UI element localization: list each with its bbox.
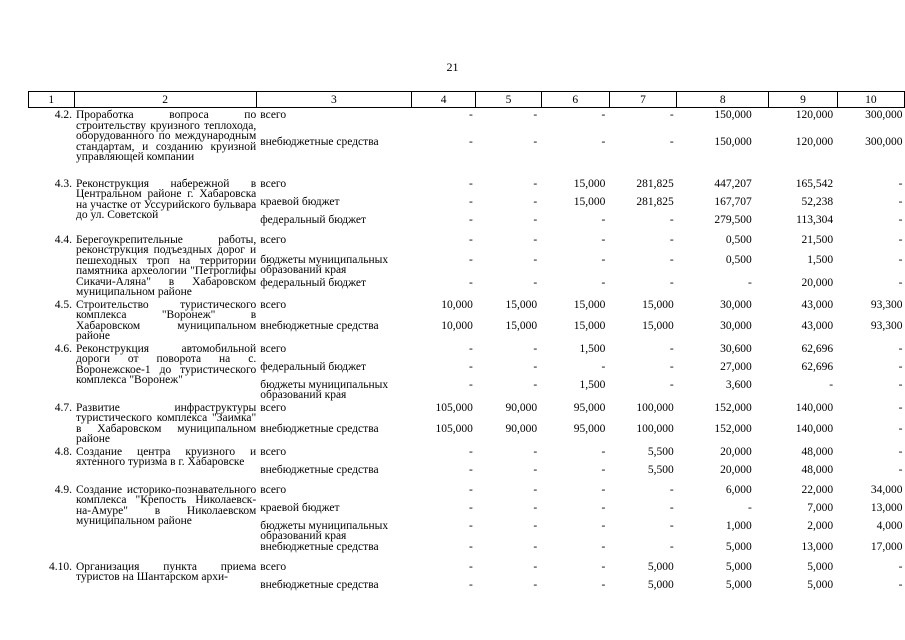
year-value: - [533, 195, 538, 208]
funding-source: всего [260, 298, 287, 311]
year-value: - [601, 463, 606, 476]
year-value: 13,000 [801, 540, 834, 553]
year-value: - [469, 195, 473, 208]
year-value: - [669, 135, 674, 148]
table-row [29, 298, 905, 321]
year-value: - [533, 342, 538, 355]
column-header: 1 [29, 92, 75, 108]
year-value: 1,500 [807, 253, 834, 266]
year-value: - [669, 501, 674, 514]
table-row [29, 401, 905, 424]
year-value: 48,000 [801, 445, 834, 458]
year-value: - [829, 378, 834, 391]
year-value: 10,000 [441, 319, 473, 332]
activity-description: Проработка вопроса по строительству круизного теплохода, оборудованного по международным стандартам, и созданию круизной управляющей компании [76, 109, 257, 163]
column-header: 2 [74, 92, 256, 108]
year-value: - [469, 135, 473, 148]
year-value: 95,000 [573, 401, 606, 414]
funding-source: федеральный бюджет [260, 360, 367, 373]
year-value: - [669, 213, 674, 226]
year-value: - [669, 519, 674, 532]
year-value: - [669, 276, 674, 289]
column-header: 5 [476, 92, 541, 108]
row-spacer [29, 163, 905, 177]
year-value: 20,000 [801, 276, 834, 289]
year-value: 5,000 [807, 578, 834, 591]
year-value: 5,000 [647, 578, 674, 591]
row-number: 4.10. [49, 560, 72, 573]
row-number: 4.8. [54, 445, 72, 458]
activity-description: Берегоукрепительные работы, реконструкция подъездных дорог и пешеходных троп на территории памятника археологии "Петроглифы Сикачи-Аляна" в Хабаровском муниципальном районе [76, 233, 257, 298]
year-value: 15,000 [573, 298, 606, 311]
activity-description: Реконструкция набережной в Центральном районе г. Хабаровска на участке от Уссурийского бульвара до ул. Советской [76, 177, 257, 221]
year-value: 152,000 [714, 422, 752, 435]
row-number: 4.2. [54, 109, 72, 121]
year-value: 1,500 [579, 342, 606, 355]
year-value: - [533, 560, 538, 573]
table-header [29, 92, 905, 108]
year-value: - [533, 483, 538, 496]
year-value: 150,000 [714, 109, 752, 121]
funding-source: краевой бюджет [260, 501, 340, 514]
year-value: 0,500 [725, 233, 752, 246]
year-value: - [469, 445, 473, 458]
funding-source: всего [260, 445, 287, 458]
year-value: 95,000 [573, 422, 606, 435]
year-value: - [533, 445, 538, 458]
year-value: - [898, 233, 903, 246]
funding-source: внебюджетные средства [260, 319, 379, 332]
table-row [29, 108, 905, 137]
row-number: 4.3. [54, 177, 72, 190]
year-value: 52,238 [801, 195, 834, 208]
program-table [28, 91, 905, 598]
year-value: - [669, 253, 674, 266]
year-value: - [898, 578, 903, 591]
page-number: 21 [446, 60, 459, 74]
year-value: - [533, 360, 538, 373]
year-value: - [601, 233, 606, 246]
funding-source: внебюджетные средства [260, 463, 379, 476]
year-value: - [601, 519, 606, 532]
year-value: 10,000 [441, 298, 473, 311]
table-row [29, 177, 905, 197]
year-value: - [747, 276, 752, 289]
year-value: 22,000 [801, 483, 834, 496]
year-value: - [669, 342, 674, 355]
year-value: - [533, 253, 538, 266]
year-value: 20,000 [720, 463, 752, 476]
year-value: - [469, 560, 473, 573]
activity-description: Организация пункта приема туристов на Шантарском архи- [76, 560, 257, 583]
year-value: - [669, 540, 674, 553]
row-number: 4.6. [54, 342, 72, 355]
year-value: 13,000 [870, 501, 903, 514]
year-value: - [469, 378, 473, 391]
funding-source: всего [260, 109, 287, 121]
year-value: 93,300 [870, 319, 903, 332]
year-value: 140,000 [795, 401, 834, 414]
activity-description: Создание центра круизного и яхтенного туризма в г. Хабаровске [76, 445, 257, 468]
year-value: - [898, 342, 903, 355]
year-value: 6,000 [725, 483, 752, 496]
year-value: 15,000 [573, 177, 606, 190]
column-header: 4 [411, 92, 475, 108]
year-value: 17,000 [870, 540, 903, 553]
year-value: 100,000 [636, 401, 674, 414]
year-value: 300,000 [865, 109, 903, 121]
year-value: - [469, 109, 473, 121]
year-value: - [601, 253, 606, 266]
year-value: 165,542 [795, 177, 834, 190]
year-value: 30,000 [720, 298, 752, 311]
year-value: 20,000 [720, 445, 752, 458]
year-value: - [898, 195, 903, 208]
funding-source: краевой бюджет [260, 195, 340, 208]
year-value: - [469, 483, 473, 496]
header-row [29, 92, 905, 108]
year-value: 1,000 [725, 519, 752, 532]
year-value: - [469, 360, 473, 373]
year-value: - [898, 401, 903, 414]
row-number: 4.5. [54, 298, 72, 311]
year-value: 7,000 [807, 501, 834, 514]
funding-source: всего [260, 342, 287, 355]
table-row [29, 445, 905, 465]
row-number: 4.9. [54, 483, 72, 496]
year-value: 279,500 [714, 213, 752, 226]
year-value: - [669, 360, 674, 373]
year-value: - [533, 213, 538, 226]
year-value: - [601, 109, 606, 121]
year-value: 105,000 [435, 422, 473, 435]
year-value: - [898, 378, 903, 391]
table-body [29, 108, 905, 598]
year-value: - [898, 213, 903, 226]
year-value: 30,600 [720, 342, 752, 355]
activity-description: Строительство туристического комплекса "Воронеж" в Хабаровском муниципальном районе [76, 298, 257, 342]
year-value: 5,000 [725, 540, 752, 553]
year-value: 27,000 [720, 360, 752, 373]
year-value: - [601, 213, 606, 226]
year-value: - [469, 233, 473, 246]
year-value: - [601, 276, 606, 289]
year-value: - [533, 109, 538, 121]
year-value: - [898, 360, 903, 373]
year-value: 93,300 [870, 298, 903, 311]
year-value: 48,000 [801, 463, 834, 476]
year-value: - [469, 501, 473, 514]
year-value: 62,696 [801, 360, 834, 373]
year-value: 5,500 [647, 445, 674, 458]
year-value: 30,000 [720, 319, 752, 332]
column-header: 6 [541, 92, 609, 108]
year-value: - [898, 276, 903, 289]
funding-source: внебюджетные средства [260, 422, 379, 435]
year-value: 5,000 [725, 578, 752, 591]
table-row [29, 233, 905, 255]
year-value: 1,500 [579, 378, 606, 391]
year-value: - [601, 560, 606, 573]
table-row [29, 483, 905, 503]
year-value: - [469, 342, 473, 355]
year-value: 120,000 [795, 135, 834, 148]
year-value: - [898, 463, 903, 476]
year-value: - [669, 378, 674, 391]
column-header: 8 [677, 92, 769, 108]
year-value: 62,696 [801, 342, 834, 355]
year-value: - [669, 233, 674, 246]
year-value: 5,000 [725, 560, 752, 573]
year-value: - [601, 360, 606, 373]
column-header: 9 [769, 92, 837, 108]
year-value: 140,000 [795, 422, 834, 435]
funding-source: всего [260, 177, 287, 190]
year-value: 5,000 [647, 560, 674, 573]
funding-source: всего [260, 560, 287, 573]
year-value: 281,825 [636, 195, 674, 208]
row-number: 4.7. [54, 401, 72, 414]
year-value: - [669, 483, 674, 496]
year-value: - [601, 445, 606, 458]
year-value: - [533, 135, 538, 148]
year-value: - [469, 177, 473, 190]
year-value: - [533, 233, 538, 246]
year-value: 3,600 [725, 378, 752, 391]
year-value: - [469, 540, 473, 553]
funding-source: внебюджетные средства [260, 578, 379, 591]
year-value: 43,000 [801, 298, 834, 311]
year-value: - [601, 540, 606, 553]
year-value: - [898, 445, 903, 458]
activity-description: Создание историко-познавательного комплекса "Крепость Николаевск-на-Амуре" в Николаевском муниципальном районе [76, 483, 257, 527]
funding-source: всего [260, 483, 287, 496]
year-value: 152,000 [714, 401, 752, 414]
column-header: 10 [837, 92, 904, 108]
year-value: 90,000 [505, 422, 538, 435]
spacer-cell [29, 163, 905, 177]
row-number: 4.4. [54, 233, 72, 246]
year-value: - [601, 578, 606, 591]
funding-source: всего [260, 401, 287, 414]
year-value: - [533, 578, 538, 591]
funding-source: внебюджетные средства [260, 540, 379, 553]
year-value: - [469, 463, 473, 476]
year-value: - [601, 501, 606, 514]
activity-description: Развитие инфраструктуры туристического комплекса "Заимка" в Хабаровском муниципальном районе [76, 401, 257, 445]
year-value: 5,500 [647, 463, 674, 476]
year-value: 34,000 [870, 483, 903, 496]
year-value: 100,000 [636, 422, 674, 435]
year-value: - [898, 560, 903, 573]
year-value: 300,000 [865, 135, 903, 148]
year-value: - [533, 378, 538, 391]
year-value: 447,207 [714, 177, 752, 190]
activity-description: Реконструкция автомобильной дороги от поворота на с. Воронежское-1 до туристического комплекса "Воронеж" [76, 342, 257, 386]
year-value: - [469, 519, 473, 532]
year-value: - [533, 276, 538, 289]
year-value: 21,500 [801, 233, 834, 246]
year-value: 43,000 [801, 319, 834, 332]
column-header: 3 [256, 92, 411, 108]
funding-source: федеральный бюджет [260, 213, 367, 226]
year-value: - [469, 213, 473, 226]
year-value: 167,707 [714, 195, 752, 208]
year-value: 90,000 [505, 401, 538, 414]
year-value: - [533, 177, 538, 190]
year-value: 5,000 [807, 560, 834, 573]
funding-source: бюджеты муниципальных образований края [260, 253, 389, 277]
year-value: 15,000 [505, 298, 538, 311]
column-header: 7 [609, 92, 676, 108]
year-value: 2,000 [807, 519, 834, 532]
year-value: - [469, 276, 473, 289]
year-value: 0,500 [725, 253, 752, 266]
year-value: - [533, 540, 538, 553]
year-value: - [669, 109, 674, 121]
year-value: 105,000 [435, 401, 473, 414]
table-row [29, 342, 905, 362]
year-value: - [533, 519, 538, 532]
funding-source: бюджеты муниципальных образований края [260, 378, 389, 401]
funding-source: внебюджетные средства [260, 135, 379, 148]
year-value: - [533, 463, 538, 476]
funding-source: бюджеты муниципальных образований края [260, 519, 389, 542]
year-value: 15,000 [505, 319, 538, 332]
funding-source: федеральный бюджет [260, 276, 367, 289]
year-value: 4,000 [876, 519, 903, 532]
year-value: - [601, 483, 606, 496]
year-value: 15,000 [573, 319, 606, 332]
year-value: - [601, 135, 606, 148]
year-value: 15,000 [573, 195, 606, 208]
year-value: - [898, 253, 903, 266]
table-row [29, 560, 905, 580]
year-value: - [898, 422, 903, 435]
year-value: - [469, 578, 473, 591]
year-value: - [898, 177, 903, 190]
year-value: - [533, 501, 538, 514]
year-value: 15,000 [642, 298, 674, 311]
year-value: - [469, 253, 473, 266]
year-value: 281,825 [636, 177, 674, 190]
year-value: 113,304 [796, 213, 834, 226]
year-value: - [747, 501, 752, 514]
funding-source: всего [260, 233, 287, 246]
year-value: 150,000 [714, 135, 752, 148]
year-value: 120,000 [795, 109, 834, 121]
year-value: 15,000 [642, 319, 674, 332]
